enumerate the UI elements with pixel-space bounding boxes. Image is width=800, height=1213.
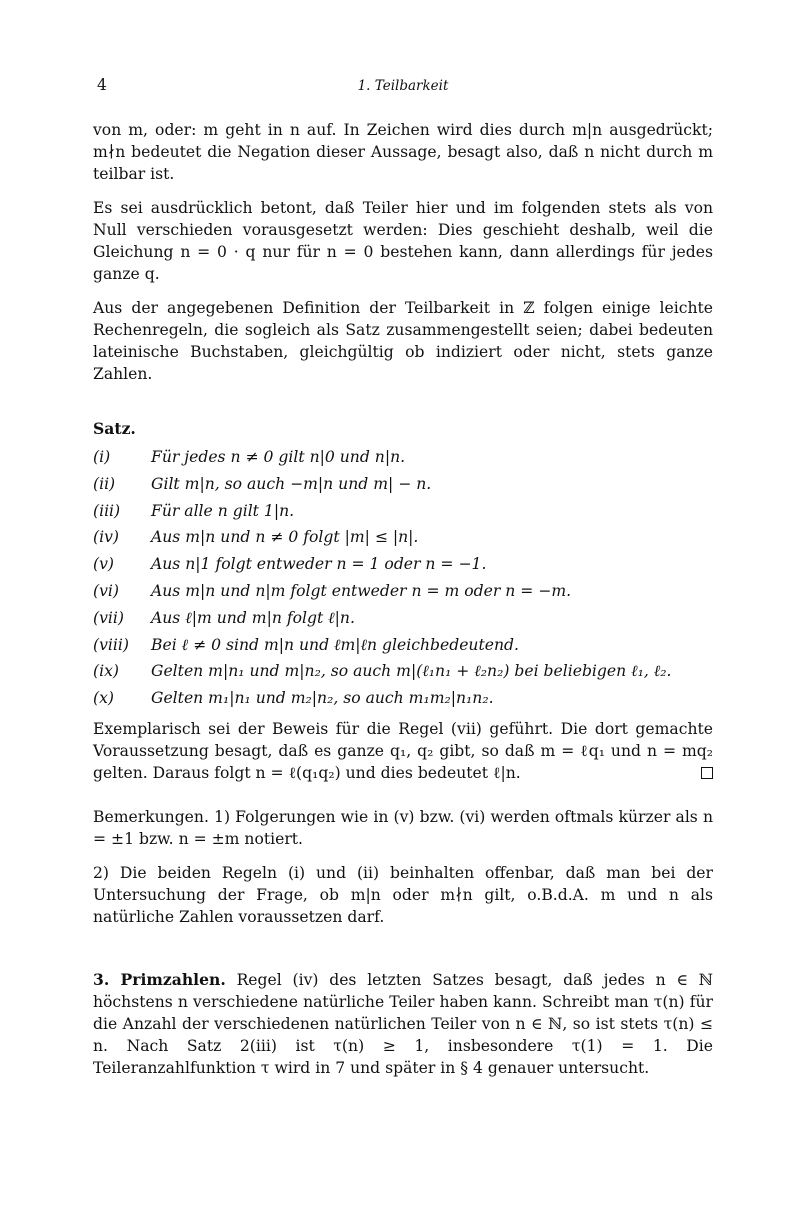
satz-item bbox=[93, 658, 713, 685]
satz-item bbox=[93, 605, 713, 632]
satz-item bbox=[93, 498, 713, 525]
satz-item bbox=[93, 632, 713, 659]
satz-item-label: (v) bbox=[93, 555, 114, 574]
paragraph-2: Es sei ausdrücklich betont, daß Teiler hier und im folgenden stets als von Null verschieden vorausgesetzt werden: Dies geschieht deshalb, weil die Gleichung n = 0 · q nur für n = 0 bestehen kann, dann allerdings für jedes ganze q. bbox=[93, 199, 713, 283]
satz-item-text: Aus ℓ|m und m|n folgt ℓ|n. bbox=[151, 608, 355, 627]
section-text: Regel (iv) des letzten Satzes besagt, daß jedes n ∈ ℕ höchstens n verschiedene natürliche Teiler haben kann. Schreibt man τ(n) für die Anzahl der verschiedenen natürlichen Teiler von n ∈ ℕ, so ist stets τ(n) ≤ n. Nach Satz 2(iii) ist τ(n) ≥ 1, insbesondere τ(1) = 1. Die Teileranzahlfunktion τ wird in 7 und später in § 4 genauer untersucht. bbox=[93, 970, 713, 1077]
satz-item bbox=[93, 551, 713, 578]
proof-text: Exemplarisch sei der Beweis für die Regel (vii) geführt. Die dort gemachte Voraussetzung besagt, daß es ganze q₁, q₂ gibt, so daß m = ℓq₁ und n = mq₂ gelten. Daraus folgt n = ℓ(q₁q₂) und dies bedeutet ℓ|n. bbox=[93, 719, 713, 782]
satz-item-text: Aus m|n und n ≠ 0 folgt |m| ≤ |n|. bbox=[151, 528, 419, 547]
satz-item-text: Gilt m|n, so auch −m|n und m| − n. bbox=[151, 474, 432, 493]
satz-item-text: Aus m|n und n|m folgt entweder n = m oder n = −m. bbox=[151, 581, 572, 600]
satz-item-label: (vi) bbox=[93, 581, 119, 600]
page-header bbox=[93, 76, 713, 100]
page-number: 4 bbox=[97, 76, 107, 94]
remark-2: 2) Die beiden Regeln (i) und (ii) beinhalten offenbar, daß man bei der Untersuchung der Frage, ob m|n oder m∤n gilt, o.B.d.A. m und n als natürliche Zahlen voraussetzen darf. bbox=[93, 863, 713, 926]
paragraph-3: Aus der angegebenen Definition der Teilbarkeit in ℤ folgen einige leichte Rechenregeln, die sogleich als Satz zusammengestellt seien; dabei bedeuten lateinische Buchstaben, gleichgültig ob indiziert oder nicht, stets ganze Zahlen. bbox=[93, 299, 713, 383]
satz-item-label: (iv) bbox=[93, 528, 119, 547]
satz-item-text: Gelten m|n₁ und m|n₂, so auch m|(ℓ₁n₁ + ℓ₂n₂) bei beliebigen ℓ₁, ℓ₂. bbox=[151, 662, 672, 681]
qed-box-icon bbox=[701, 767, 713, 779]
satz-list bbox=[93, 444, 713, 712]
satz-item-text: Aus n|1 folgt entweder n = 1 oder n = −1. bbox=[151, 555, 487, 574]
satz-item-label: (viii) bbox=[93, 635, 129, 654]
satz-item bbox=[93, 578, 713, 605]
satz-item bbox=[93, 444, 713, 471]
satz-item-label: (x) bbox=[93, 689, 114, 708]
satz-item bbox=[93, 524, 713, 551]
remark-1: Bemerkungen. 1) Folgerungen wie in (v) bzw. (vi) werden oftmals kürzer als n = ±1 bzw. n = ±m notiert. bbox=[93, 807, 713, 848]
satz-item-label: (iii) bbox=[93, 501, 121, 520]
satz-item-text: Für jedes n ≠ 0 gilt n|0 und n|n. bbox=[151, 448, 406, 466]
proof-paragraph bbox=[93, 718, 713, 784]
satz-title: Satz. bbox=[93, 419, 136, 438]
satz-item bbox=[93, 685, 713, 712]
page-body bbox=[93, 119, 713, 1091]
satz-item-text: Bei ℓ ≠ 0 sind m|n und ℓm|ℓn gleichbedeutend. bbox=[151, 635, 519, 654]
section-primzahlen bbox=[93, 969, 713, 1079]
satz-item-label: (vii) bbox=[93, 608, 124, 627]
satz-item bbox=[93, 471, 713, 498]
satz-item-label: (ix) bbox=[93, 662, 119, 681]
satz-item-label: (ii) bbox=[93, 474, 116, 493]
satz-item-text: Gelten m₁|n₁ und m₂|n₂, so auch m₁m₂|n₁n₂. bbox=[151, 689, 494, 708]
paragraph-1: von m, oder: m geht in n auf. In Zeichen wird dies durch m|n ausgedrückt; m∤n bedeutet die Negation dieser Aussage, besagt also, daß n nicht durch m teilbar ist. bbox=[93, 121, 713, 183]
satz-item-label: (i) bbox=[93, 448, 111, 466]
running-title: 1. Teilbarkeit bbox=[357, 78, 449, 94]
satz-item-text: Für alle n gilt 1|n. bbox=[151, 501, 295, 520]
section-heading: 3. Primzahlen. bbox=[93, 969, 226, 989]
